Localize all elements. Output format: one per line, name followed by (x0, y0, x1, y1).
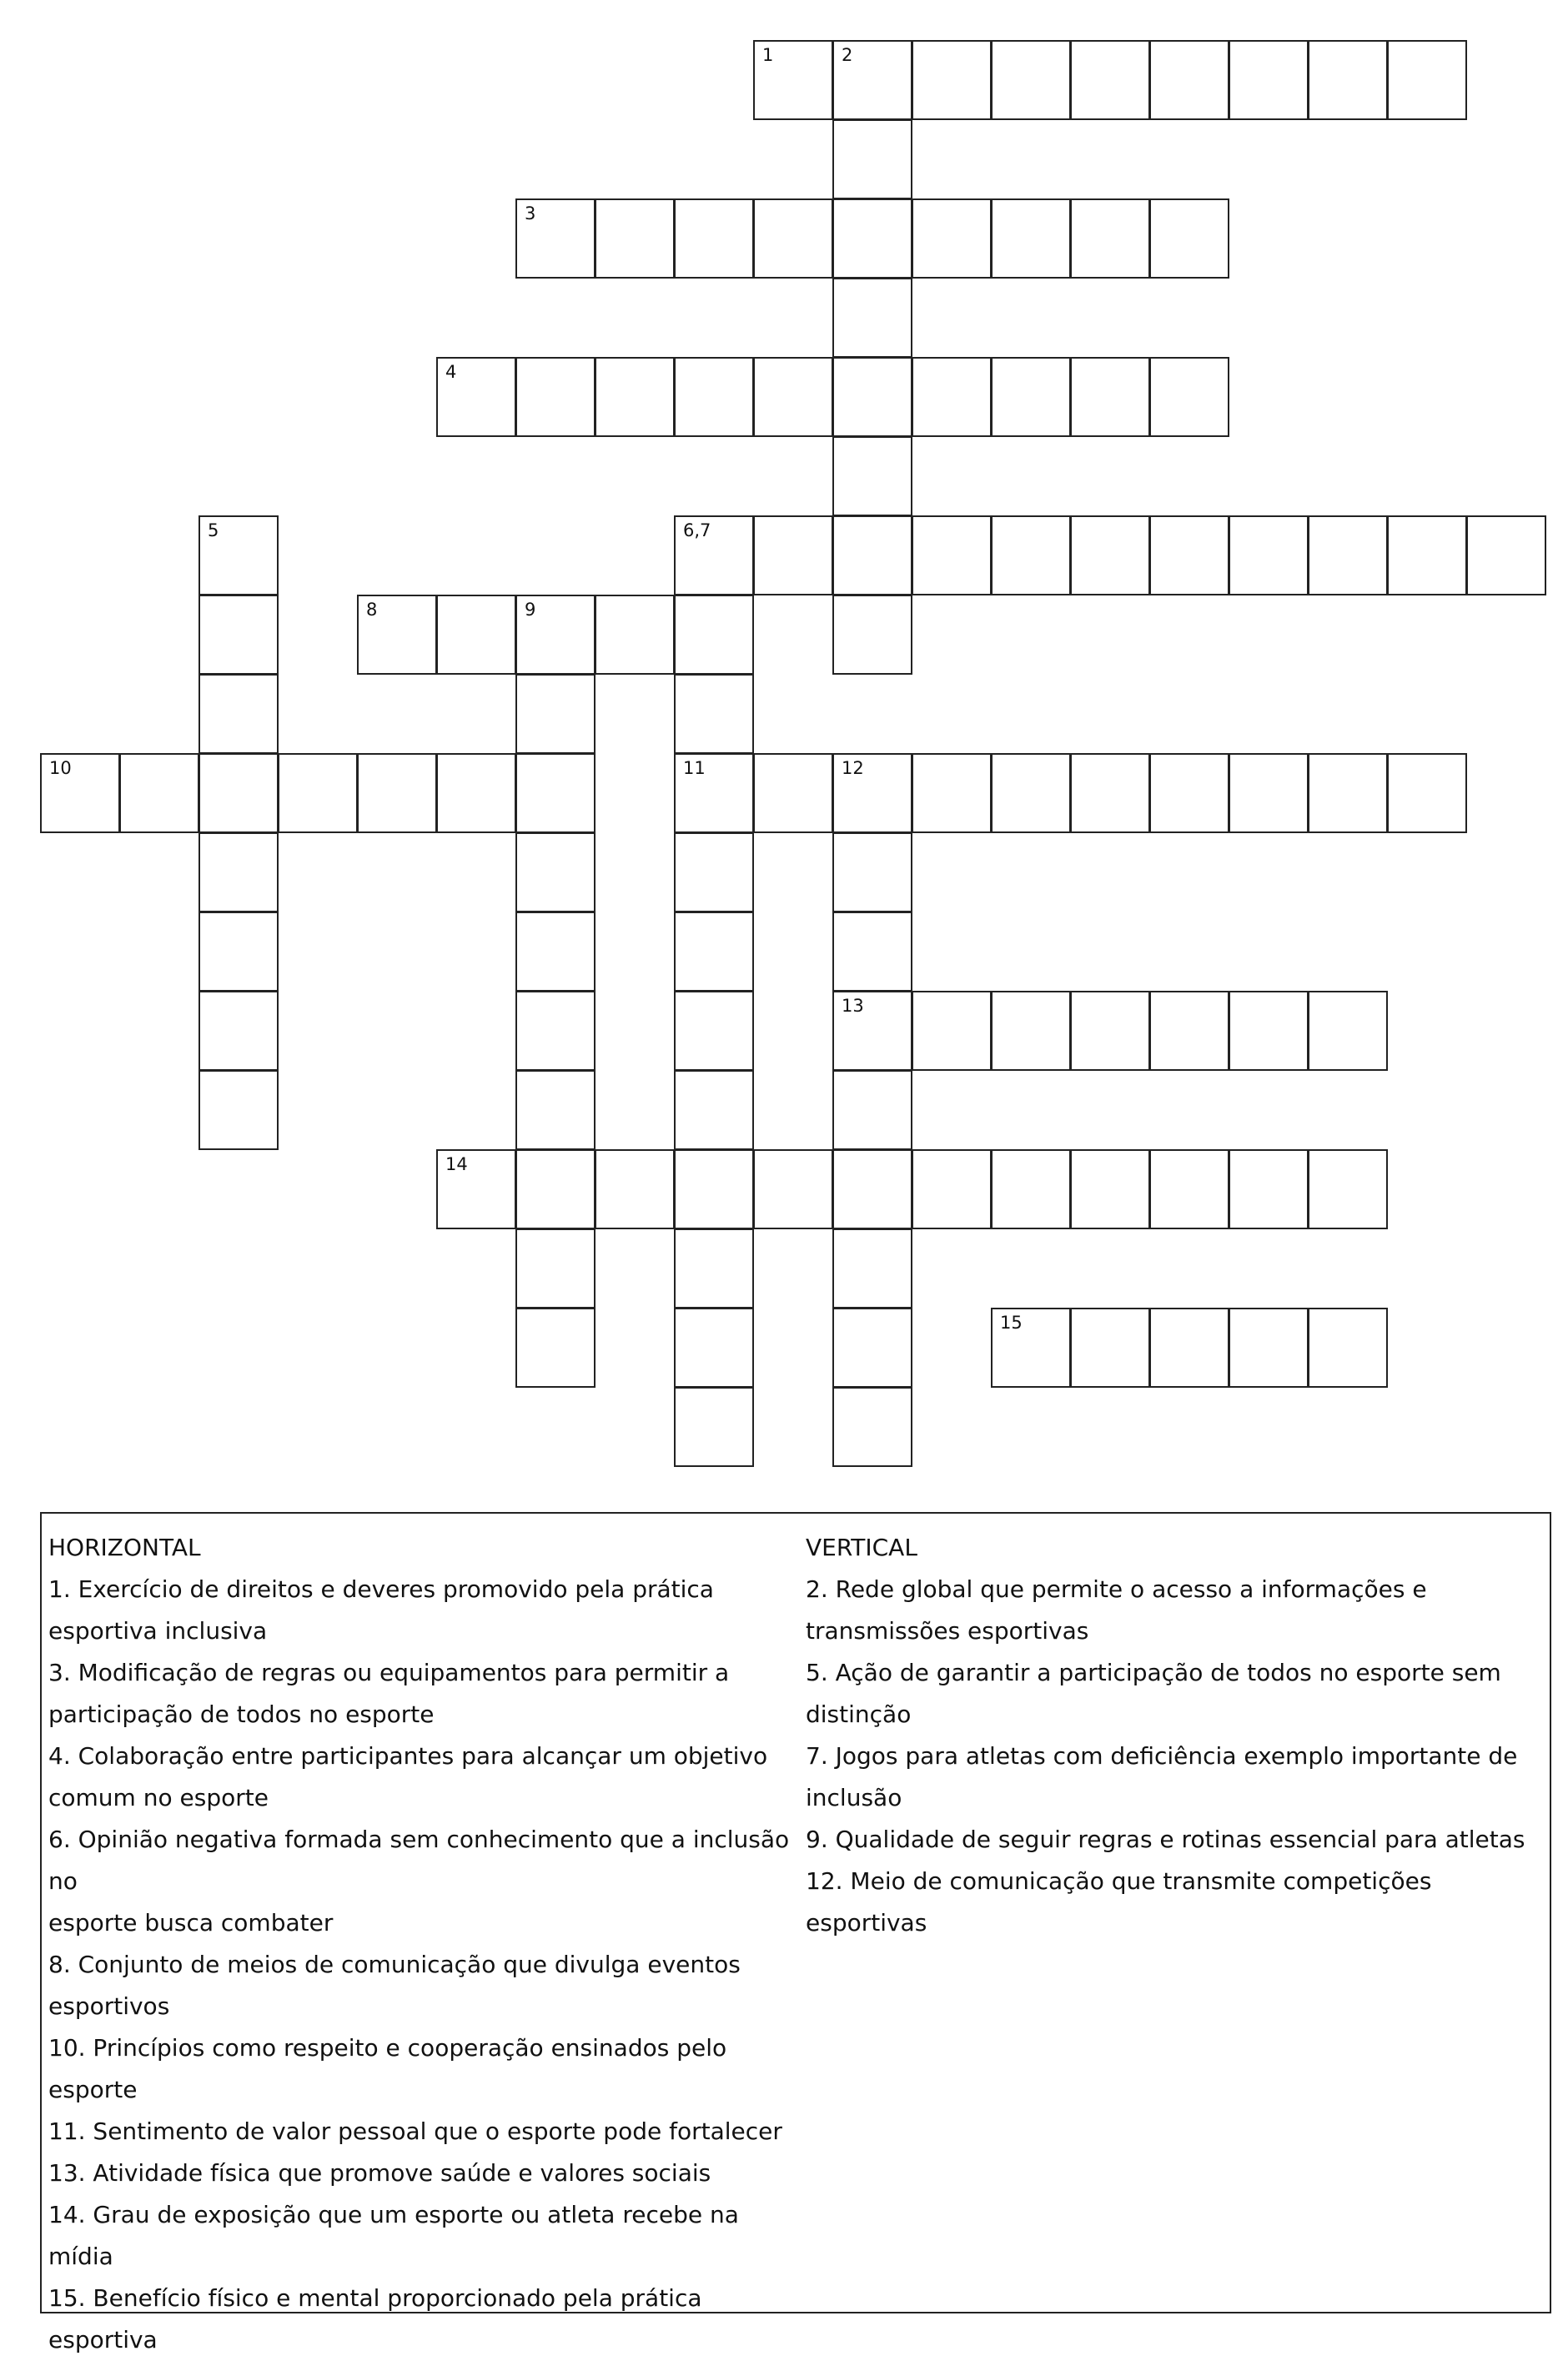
grid-cell[interactable] (912, 198, 992, 279)
grid-cell[interactable] (832, 595, 912, 675)
grid-cell[interactable] (515, 198, 596, 279)
grid-cell[interactable] (357, 753, 437, 833)
grid-cell[interactable] (1308, 40, 1388, 120)
grid-cell[interactable] (912, 753, 992, 833)
grid-cell[interactable] (991, 40, 1071, 120)
grid-cell[interactable] (1070, 1149, 1150, 1229)
grid-cell[interactable] (674, 357, 754, 437)
grid-cell[interactable] (832, 1308, 912, 1388)
grid-cell[interactable] (832, 119, 912, 199)
grid-cell[interactable] (515, 1228, 596, 1309)
grid-cell[interactable] (1070, 753, 1150, 833)
grid-cell[interactable] (595, 1149, 675, 1229)
grid-cell[interactable] (1149, 357, 1229, 437)
grid-cell[interactable] (912, 1149, 992, 1229)
grid-cell[interactable] (1149, 515, 1229, 595)
grid-cell[interactable] (1149, 991, 1229, 1071)
grid-cell[interactable] (436, 357, 516, 437)
grid-cell[interactable] (991, 515, 1071, 595)
grid-cell[interactable] (1387, 40, 1467, 120)
grid-cell[interactable] (832, 753, 912, 833)
grid-cell[interactable] (991, 198, 1071, 279)
grid-cell[interactable] (991, 991, 1071, 1071)
clue-line: 15. Benefício físico e mental proporcionado pela prática (48, 2284, 702, 2312)
clue-line: 9. Qualidade de seguir regras e rotinas essencial para atletas (806, 1826, 1525, 1853)
grid-cell[interactable] (674, 515, 754, 595)
cell-number: 13 (842, 996, 864, 1016)
grid-cell[interactable] (753, 357, 833, 437)
clue-line: 8. Conjunto de meios de comunicação que divulga eventos (48, 1951, 741, 1978)
grid-cell[interactable] (1070, 357, 1150, 437)
grid-cell[interactable] (991, 753, 1071, 833)
grid-cell[interactable] (1070, 40, 1150, 120)
cell-number: 5 (208, 520, 219, 540)
cell-number: 4 (445, 362, 457, 382)
clue-line: 4. Colaboração entre participantes para alcançar um objetivo (48, 1742, 768, 1770)
grid-cell[interactable] (674, 1149, 754, 1229)
grid-cell[interactable] (515, 674, 596, 754)
grid-cell[interactable] (1149, 1149, 1229, 1229)
grid-cell[interactable] (595, 595, 675, 675)
grid-cell[interactable] (1466, 515, 1546, 595)
grid-cell[interactable] (595, 198, 675, 279)
grid-cell[interactable] (1229, 753, 1309, 833)
grid-cell[interactable] (515, 1149, 596, 1229)
grid-cell[interactable] (1070, 198, 1150, 279)
clue-line: inclusão (806, 1784, 902, 1811)
grid-cell[interactable] (199, 912, 279, 992)
grid-cell[interactable] (832, 278, 912, 358)
cell-number: 10 (49, 758, 72, 778)
grid-cell[interactable] (753, 198, 833, 279)
grid-cell[interactable] (515, 991, 596, 1071)
clue-line: 5. Ação de garantir a participação de todos no esporte sem (806, 1659, 1501, 1686)
clue-line: transmissões esportivas (806, 1617, 1089, 1645)
clue-line: 1. Exercício de direitos e deveres promovido pela prática (48, 1575, 714, 1603)
grid-cell[interactable] (674, 1308, 754, 1388)
cell-number: 12 (842, 758, 864, 778)
grid-cell[interactable] (436, 1149, 516, 1229)
grid-cell[interactable] (832, 1228, 912, 1309)
grid-cell[interactable] (832, 1149, 912, 1229)
vertical-clues (806, 1527, 1548, 1944)
clue-line: 7. Jogos para atletas com deficiência exemplo importante de (806, 1742, 1518, 1770)
grid-cell[interactable] (912, 357, 992, 437)
grid-cell[interactable] (515, 595, 596, 675)
grid-cell[interactable] (832, 832, 912, 912)
grid-cell[interactable] (674, 832, 754, 912)
grid-cell[interactable] (832, 912, 912, 992)
grid-cell[interactable] (199, 515, 279, 595)
grid-cell[interactable] (832, 1070, 912, 1150)
horizontal-clues (48, 1527, 799, 2361)
grid-cell[interactable] (1149, 1308, 1229, 1388)
clue-line: comum no esporte (48, 1784, 269, 1811)
grid-cell[interactable] (1070, 991, 1150, 1071)
clue-line: 10. Princípios como respeito e cooperação ensinados pelo (48, 2034, 727, 2062)
clue-line: esportiva inclusiva (48, 1617, 268, 1645)
cell-number: 8 (366, 600, 378, 620)
grid-cell[interactable] (515, 832, 596, 912)
clue-line: esportivos (48, 1992, 170, 2020)
grid-cell[interactable] (674, 912, 754, 992)
grid-cell[interactable] (199, 991, 279, 1071)
grid-cell[interactable] (515, 1070, 596, 1150)
grid-cell[interactable] (595, 357, 675, 437)
cell-number: 2 (842, 45, 853, 65)
grid-cell[interactable] (674, 1228, 754, 1309)
grid-cell[interactable] (991, 357, 1071, 437)
grid-cell[interactable] (991, 1149, 1071, 1229)
grid-cell[interactable] (674, 198, 754, 279)
grid-cell[interactable] (674, 595, 754, 675)
grid-cell[interactable] (1149, 198, 1229, 279)
grid-cell[interactable] (1070, 1308, 1150, 1388)
grid-cell[interactable] (753, 40, 833, 120)
grid-cell[interactable] (832, 198, 912, 279)
grid-cell[interactable] (1387, 753, 1467, 833)
grid-cell[interactable] (912, 991, 992, 1071)
grid-cell[interactable] (199, 753, 279, 833)
grid-cell[interactable] (199, 1070, 279, 1150)
grid-cell[interactable] (1149, 753, 1229, 833)
grid-cell[interactable] (753, 515, 833, 595)
grid-cell[interactable] (515, 912, 596, 992)
grid-cell[interactable] (753, 753, 833, 833)
grid-cell[interactable] (912, 40, 992, 120)
clue-line: 3. Modificação de regras ou equipamentos para permitir a (48, 1659, 730, 1686)
grid-cell[interactable] (1229, 515, 1309, 595)
grid-cell[interactable] (199, 595, 279, 675)
grid-cell[interactable] (912, 515, 992, 595)
clue-line: distinção (806, 1700, 912, 1728)
cell-number: 6,7 (683, 520, 711, 540)
clue-line: esporte busca combater (48, 1909, 334, 1937)
horizontal-title: HORIZONTAL (48, 1534, 201, 1561)
clue-line: 6. Opinião negativa formada sem conhecimento que a inclusão no (48, 1826, 790, 1895)
grid-cell[interactable] (832, 357, 912, 437)
grid-cell[interactable] (199, 674, 279, 754)
grid-cell[interactable] (515, 357, 596, 437)
grid-cell[interactable] (1308, 1308, 1388, 1388)
grid-cell[interactable] (1229, 40, 1309, 120)
cell-number: 15 (1000, 1313, 1023, 1333)
clue-line: 14. Grau de exposição que um esporte ou atleta recebe na mídia (48, 2201, 739, 2270)
grid-cell[interactable] (1229, 1149, 1309, 1229)
grid-cell[interactable] (1387, 515, 1467, 595)
clue-line: participação de todos no esporte (48, 1700, 435, 1728)
grid-cell[interactable] (832, 436, 912, 516)
clue-line: 11. Sentimento de valor pessoal que o esporte pode fortalecer (48, 2117, 782, 2145)
cell-number: 3 (525, 203, 536, 224)
grid-cell[interactable] (40, 753, 120, 833)
grid-cell[interactable] (357, 595, 437, 675)
cell-number: 11 (683, 758, 706, 778)
cell-number: 14 (445, 1154, 468, 1174)
clue-line: esporte (48, 2076, 138, 2103)
grid-cell[interactable] (119, 753, 199, 833)
clue-line: 13. Atividade física que promove saúde e valores sociais (48, 2159, 711, 2187)
grid-cell[interactable] (991, 1308, 1071, 1388)
grid-cell[interactable] (832, 40, 912, 120)
grid-cell[interactable] (832, 1387, 912, 1467)
grid-cell[interactable] (674, 991, 754, 1071)
grid-cell[interactable] (278, 753, 358, 833)
clue-line: 2. Rede global que permite o acesso a informações e (806, 1575, 1427, 1603)
grid-cell[interactable] (436, 753, 516, 833)
grid-cell[interactable] (1149, 40, 1229, 120)
grid-cell[interactable] (1229, 991, 1309, 1071)
grid-cell[interactable] (674, 674, 754, 754)
grid-cell[interactable] (436, 595, 516, 675)
grid-cell[interactable] (1308, 515, 1388, 595)
grid-cell[interactable] (199, 832, 279, 912)
grid-cell[interactable] (832, 515, 912, 595)
grid-cell[interactable] (515, 753, 596, 833)
clue-line: 12. Meio de comunicação que transmite competições esportivas (806, 1867, 1432, 1937)
grid-cell[interactable] (1308, 753, 1388, 833)
cell-number: 1 (762, 45, 774, 65)
grid-cell[interactable] (1308, 1149, 1388, 1229)
clue-line: esportiva (48, 2326, 158, 2353)
vertical-title: VERTICAL (806, 1534, 917, 1561)
cell-number: 9 (525, 600, 536, 620)
grid-cell[interactable] (1070, 515, 1150, 595)
grid-cell[interactable] (674, 753, 754, 833)
grid-cell[interactable] (1308, 991, 1388, 1071)
grid-cell[interactable] (1229, 1308, 1309, 1388)
grid-cell[interactable] (832, 991, 912, 1071)
grid-cell[interactable] (674, 1070, 754, 1150)
clues-box (40, 1512, 1551, 2353)
grid-cell[interactable] (674, 1387, 754, 1467)
grid-cell[interactable] (515, 1308, 596, 1388)
grid-cell[interactable] (753, 1149, 833, 1229)
